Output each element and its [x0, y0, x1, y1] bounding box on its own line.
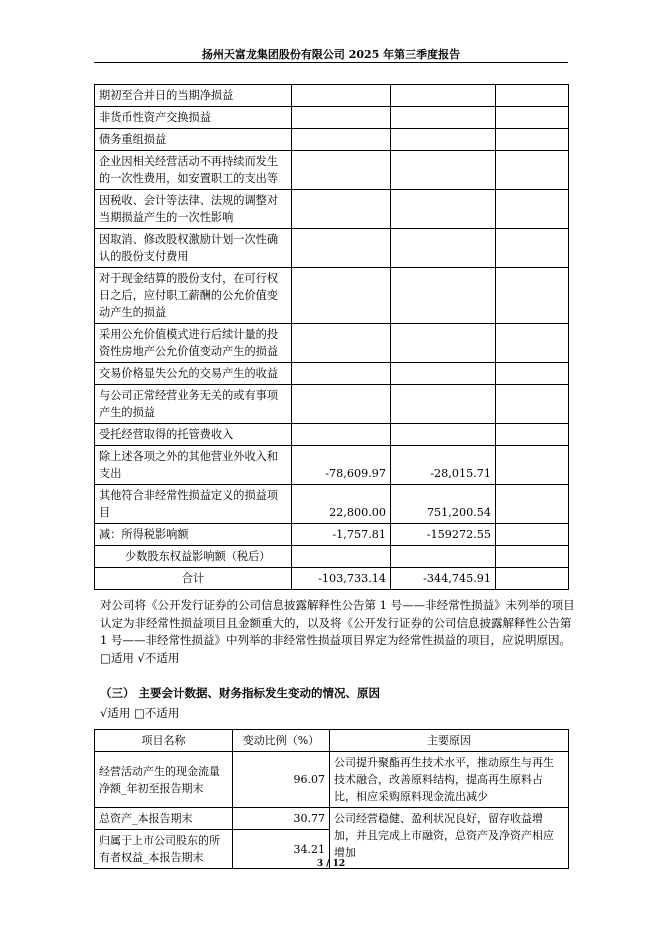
row-label: 对于现金结算的股份支付，在可行权日之后，应付职工薪酬的公允价值变动产生的损益: [95, 268, 292, 324]
item-name: 总资产_本报告期末: [95, 808, 233, 830]
table-row: [95, 363, 569, 385]
main-reason: 公司经营稳健、盈利状况良好，留存收益增加，并且完成上市融资，总资产及净资产相应增加: [330, 808, 569, 869]
cell-current: [292, 107, 391, 129]
cell-ytd: [391, 229, 496, 268]
page-number: 3 / 12: [316, 859, 346, 869]
cell-ytd: 751,200.54: [391, 485, 496, 524]
row-label: 其他符合非经常性损益定义的损益项目: [95, 485, 292, 524]
table-row: [95, 229, 569, 268]
row-label: 少数股东权益影响额（税后）: [95, 546, 292, 568]
non-recurring-gains-table: [94, 84, 569, 590]
cell-note: [496, 268, 569, 324]
table-row: [95, 424, 569, 446]
item-name: 经营活动产生的现金流量净额_年初至报告期末: [95, 752, 233, 808]
cell-current: 22,800.00: [292, 485, 391, 524]
cell-note: [496, 424, 569, 446]
cell-note: [496, 546, 569, 568]
cell-note: [496, 485, 569, 524]
cell-current: [292, 190, 391, 229]
header-main-reason: 主要原因: [330, 730, 569, 752]
cell-current: [292, 151, 391, 190]
change-ratio: 30.77: [233, 808, 330, 830]
table-row: [95, 385, 569, 424]
cell-ytd: [391, 190, 496, 229]
table-row: [95, 324, 569, 363]
cell-ytd: [391, 363, 496, 385]
note-paragraph: 对公司将《公开发行证券的公司信息披露解释性公告第 1 号——非经常性损益》未列举的项目认定为非经常性损益项目且金额重大的，以及将《公开发行证券的公司信息披露解释性公告第 1 号——非经常性损益》中列举的非经常性损益项目界定为经常性损益的项目，应说明原因。: [100, 598, 575, 647]
report-header: 扬州天富龙集团股份有限公司 2025 年第三季度报告: [201, 48, 461, 61]
cell-note: [496, 524, 569, 546]
cell-ytd: [391, 424, 496, 446]
cell-current: -103,733.14: [292, 568, 391, 590]
row-label: 受托经营取得的托管费收入: [95, 424, 292, 446]
row-label: 合计: [95, 568, 292, 590]
main-reason: 公司提升聚酯再生技术水平，推动原生与再生技术融合，改善原料结构，提高再生原料占比，相应采购原料现金流出减少: [330, 752, 569, 808]
cell-current: [292, 229, 391, 268]
cell-note: [496, 85, 569, 107]
row-label: 因取消、修改股权激励计划一次性确认的股份支付费用: [95, 229, 292, 268]
cell-current: -1,757.81: [292, 524, 391, 546]
cell-ytd: -28,015.71: [391, 446, 496, 485]
table-row: [95, 808, 569, 830]
cell-ytd: -159272.55: [391, 524, 496, 546]
cell-note: [496, 107, 569, 129]
cell-ytd: [391, 324, 496, 363]
key-changes-table: [94, 729, 569, 869]
cell-current: [292, 546, 391, 568]
cell-note: [496, 129, 569, 151]
cell-ytd: [391, 107, 496, 129]
row-label: 债务重组损益: [95, 129, 292, 151]
row-label: 交易价格显失公允的交易产生的收益: [95, 363, 292, 385]
cell-ytd: [391, 85, 496, 107]
row-label: 减：所得税影响额: [95, 524, 292, 546]
header-item-name: 项目名称: [95, 730, 233, 752]
table-row: [95, 85, 569, 107]
cell-ytd: [391, 546, 496, 568]
cell-current: [292, 385, 391, 424]
table-row: [95, 129, 569, 151]
row-label: 采用公允价值模式进行后续计量的投资性房地产公允价值变动产生的损益: [95, 324, 292, 363]
table-row: [95, 107, 569, 129]
section-applicability: √适用 □不适用: [100, 706, 180, 720]
table-row: [95, 485, 569, 524]
section-title: （三） 主要会计数据、财务指标发生变动的情况、原因: [100, 686, 381, 700]
header-change-ratio: 变动比例（%）: [233, 730, 330, 752]
note-applicability: □适用 √不适用: [100, 651, 180, 665]
table-row: [95, 446, 569, 485]
table-row: [95, 190, 569, 229]
row-label: 除上述各项之外的其他营业外收入和支出: [95, 446, 292, 485]
cell-ytd: [391, 385, 496, 424]
change-ratio: 34.21: [233, 830, 330, 869]
row-label: 与公司正常经营业务无关的或有事项产生的损益: [95, 385, 292, 424]
cell-current: -78,609.97: [292, 446, 391, 485]
row-label: 期初至合并日的当期净损益: [95, 85, 292, 107]
cell-current: [292, 85, 391, 107]
cell-current: [292, 129, 391, 151]
header-divider: [94, 62, 568, 63]
cell-note: [496, 324, 569, 363]
table-row: [95, 524, 569, 546]
cell-note: [496, 568, 569, 590]
table-row-total: [95, 568, 569, 590]
cell-note: [496, 190, 569, 229]
row-label: 企业因相关经营活动不再持续而发生的一次性费用，如安置职工的支出等: [95, 151, 292, 190]
cell-note: [496, 363, 569, 385]
cell-current: [292, 268, 391, 324]
cell-note: [496, 446, 569, 485]
cell-note: [496, 229, 569, 268]
table-row: [95, 752, 569, 808]
cell-ytd: -344,745.91: [391, 568, 496, 590]
cell-ytd: [391, 268, 496, 324]
cell-ytd: [391, 129, 496, 151]
cell-current: [292, 324, 391, 363]
table-header-row: [95, 730, 569, 752]
item-name: 归属于上市公司股东的所有者权益_本报告期末: [95, 830, 233, 869]
table-row: [95, 268, 569, 324]
table-row: [95, 546, 569, 568]
cell-current: [292, 424, 391, 446]
cell-note: [496, 151, 569, 190]
change-ratio: 96.07: [233, 752, 330, 808]
cell-current: [292, 363, 391, 385]
row-label: 因税收、会计等法律、法规的调整对当期损益产生的一次性影响: [95, 190, 292, 229]
table-row: [95, 151, 569, 190]
cell-note: [496, 385, 569, 424]
row-label: 非货币性资产交换损益: [95, 107, 292, 129]
cell-ytd: [391, 151, 496, 190]
